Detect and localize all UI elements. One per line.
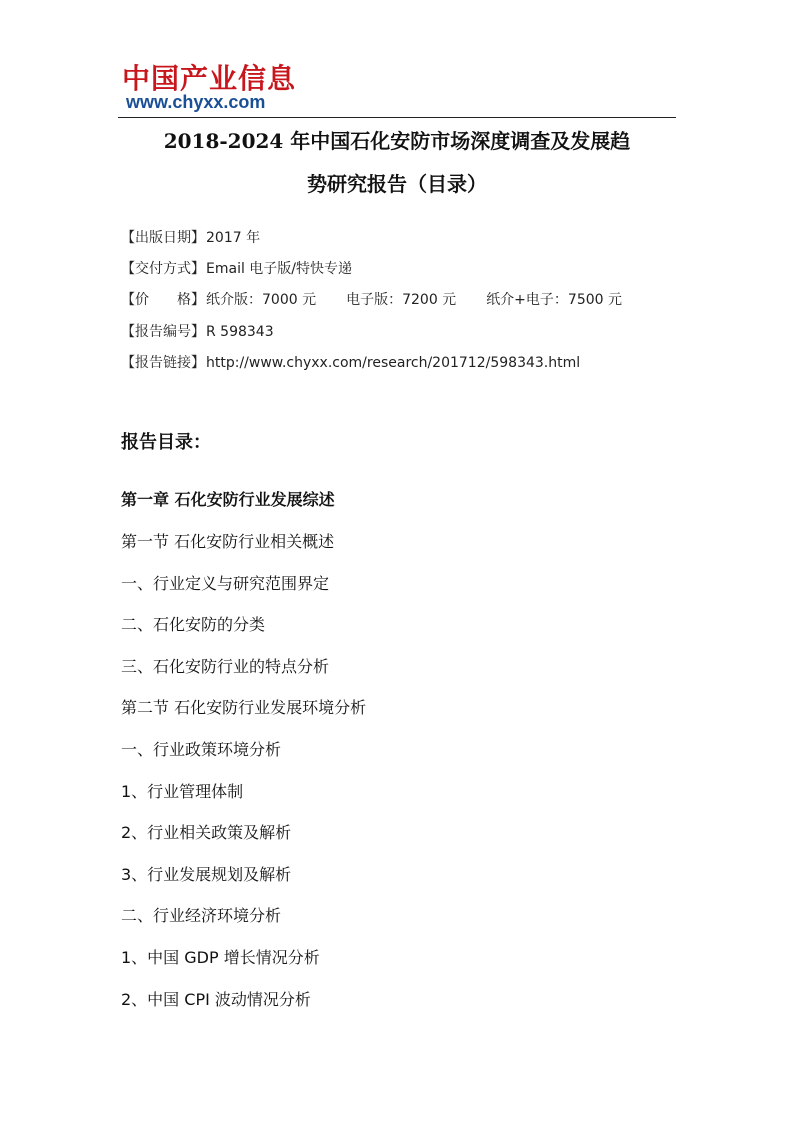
logo-text-cn: 中国产业信息 [122, 62, 297, 95]
meta-label: 【价 格】 [121, 292, 205, 308]
report-title-line-2: 势研究报告（目录） [307, 172, 487, 196]
toc-item: 一、行业政策环境分析 [121, 740, 282, 759]
meta-delivery [121, 260, 352, 278]
toc-item: 1、中国 GDP 增长情况分析 [121, 948, 320, 967]
meta-report-number [121, 323, 274, 341]
meta-value: 2017 年 [206, 230, 261, 246]
report-link[interactable]: http://www.chyxx.com/research/201712/598343.html [206, 355, 581, 371]
meta-label: 【交付方式】 [121, 261, 205, 277]
toc-item: 3、行业发展规划及解析 [121, 865, 292, 884]
toc-item: 1、行业管理体制 [121, 782, 244, 801]
meta-report-link [121, 354, 580, 372]
report-title-line-1: 2018-2024 年中国石化安防市场深度调查及发展趋 [163, 129, 631, 153]
meta-price [121, 291, 622, 309]
meta-label: 【报告链接】 [121, 355, 205, 371]
meta-label: 【出版日期】 [121, 230, 205, 246]
meta-value: Email 电子版/特快专递 [206, 261, 353, 277]
brand-logo [122, 62, 297, 115]
toc-item: 2、行业相关政策及解析 [121, 823, 292, 842]
toc-heading: 报告目录： [121, 432, 211, 453]
toc-chapter: 第一章 石化安防行业发展综述 [121, 490, 335, 509]
toc-item: 三、石化安防行业的特点分析 [121, 657, 330, 676]
toc-section: 第一节 石化安防行业相关概述 [121, 532, 335, 551]
meta-publish-date [121, 229, 260, 247]
price-paper: 纸介版：7000 元 [206, 292, 317, 308]
logo-url[interactable]: www.chyxx.com [126, 92, 266, 112]
meta-label: 【报告编号】 [121, 324, 205, 340]
toc-item: 一、行业定义与研究范围界定 [121, 574, 330, 593]
toc-item: 二、石化安防的分类 [121, 615, 266, 634]
toc-item: 二、行业经济环境分析 [121, 906, 282, 925]
toc-item: 2、中国 CPI 波动情况分析 [121, 990, 311, 1009]
price-both: 纸介+电子：7500 元 [486, 292, 622, 308]
header-divider [118, 117, 676, 118]
price-electronic: 电子版：7200 元 [346, 292, 457, 308]
meta-value: R 598343 [206, 324, 274, 340]
toc-section: 第二节 石化安防行业发展环境分析 [121, 698, 367, 717]
